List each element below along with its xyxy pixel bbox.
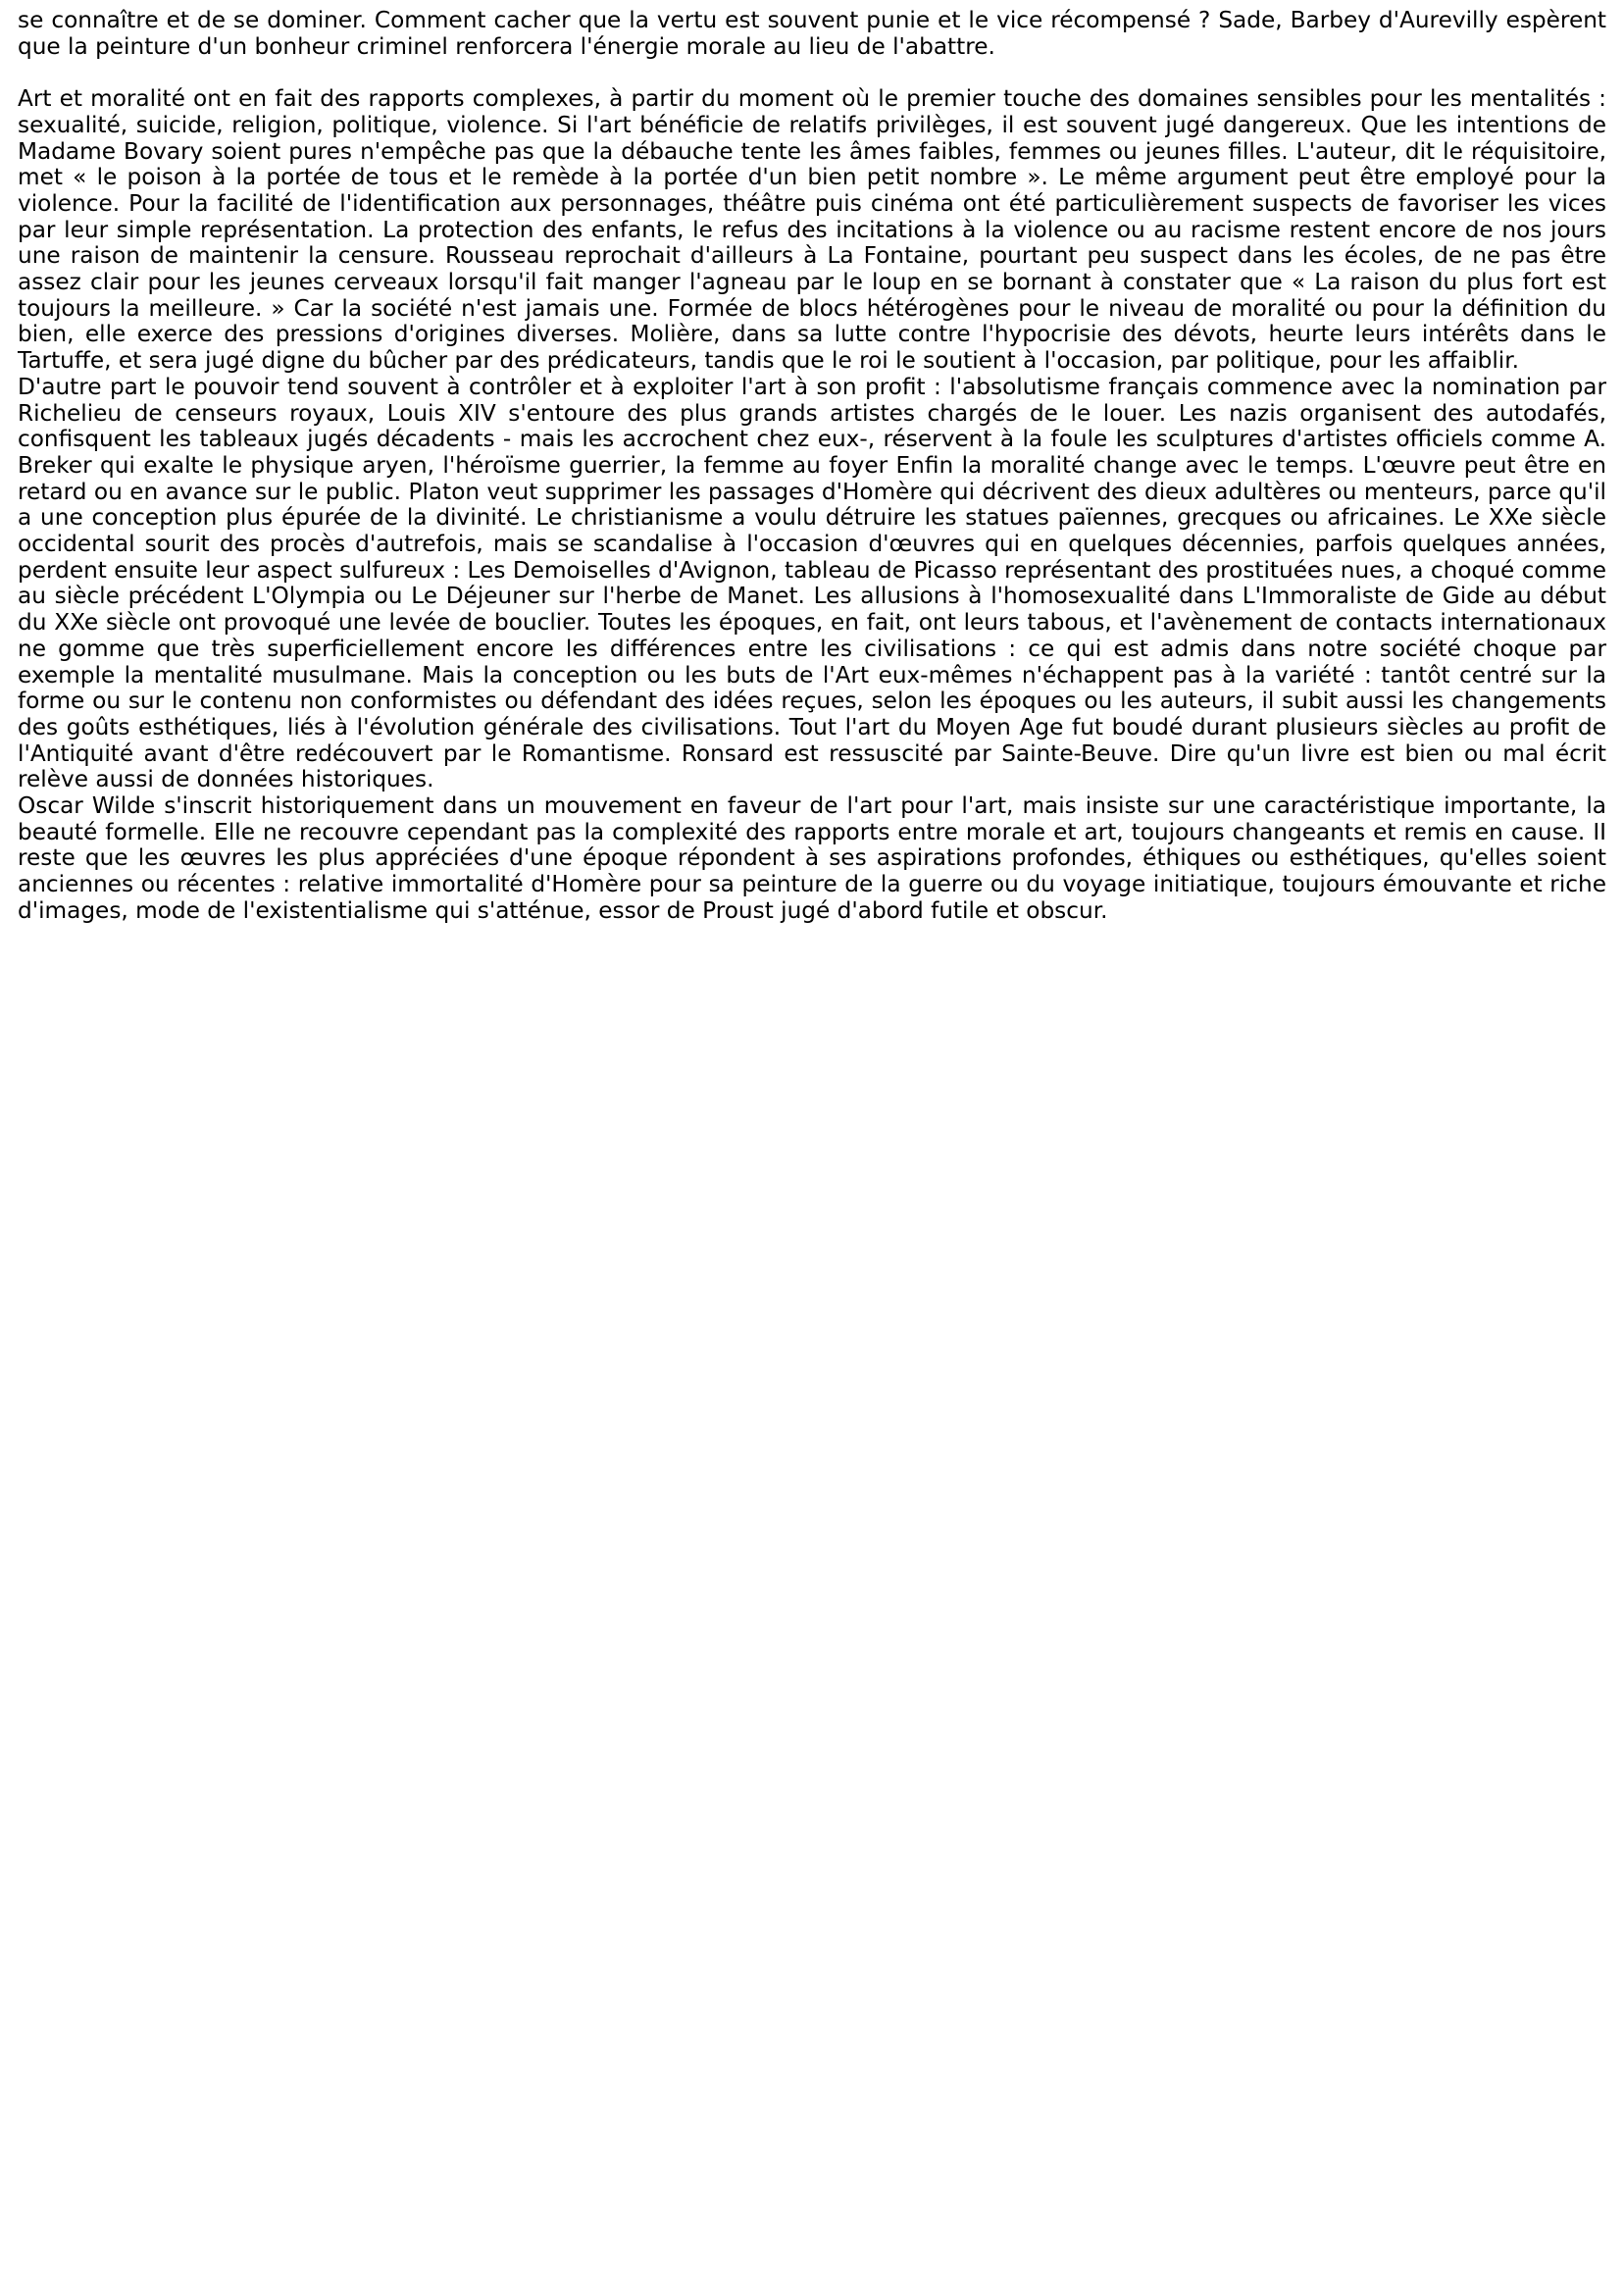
document-page [18,8,1606,925]
paragraph-art-moralite: Art et moralité ont en fait des rapports complexes, à partir du moment où le premier touche des domaines sensibles pour les mentalités : sexualité, suicide, religion, politique, violence. Si l'art bénéficie de relatifs privilèges, il est souvent jugé dangereux. Que les intentions de Madame Bovary soient pures n'empêche pas que la débauche tente les âmes faibles, femmes ou jeunes filles. L'auteur, dit le réquisitoire, met « le poison à la portée de tous et le remède à la portée d'un bien petit nombre ». Le même argument peut être employé pour la violence. Pour la facilité de l'identification aux personnages, théâtre puis cinéma ont été particulièrement suspects de favoriser les vices par leur simple représentation. La protection des enfants, le refus des incitations à la violence ou au racisme restent encore de nos jours une raison de maintenir la censure. Rousseau reprochait d'ailleurs à La Fontaine, pourtant peu suspect dans les écoles, de ne pas être assez clair pour les jeunes cerveaux lorsqu'il fait manger l'agneau par le loup en se bornant à constater que « La raison du plus fort est toujours la meilleure. » Car la société n'est jamais une. Formée de blocs hétérogènes pour le niveau de moralité ou pour la définition du bien, elle exerce des pressions d'origines diverses. Molière, dans sa lutte contre l'hypocrisie des dévots, heurte leurs intérêts dans le Tartuffe, et sera jugé digne du bûcher par des prédicateurs, tandis que le roi le soutient à l'occasion, par politique, pour les affaiblir. [18,85,1606,375]
paragraph-pouvoir: D'autre part le pouvoir tend souvent à contrôler et à exploiter l'art à son profit : l'absolutisme français commence avec la nomination par Richelieu de censeurs royaux, Louis XIV s'entoure des plus grands artistes chargés de le louer. Les nazis organisent des autodafés, confisquent les tableaux jugés décadents - mais les accrochent chez eux-, réservent à la foule les sculptures d'artistes officiels comme A. Breker qui exalte le physique aryen, l'héroïsme guerrier, la femme au foyer Enfin la moralité change avec le temps. L'œuvre peut être en retard ou en avance sur le public. Platon veut supprimer les passages d'Homère qui décrivent des dieux adultères ou menteurs, parce qu'il a une conception plus épurée de la divinité. Le christianisme a voulu détruire les statues païennes, grecques ou africaines. Le XXe siècle occidental sourit des procès d'autrefois, mais se scandalise à l'occasion d'œuvres qui en quelques décennies, parfois quelques années, perdent ensuite leur aspect sulfureux : Les Demoiselles d'Avignon, tableau de Picasso représentant des prostituées nues, a choqué comme au siècle précédent L'Olympia ou Le Déjeuner sur l'herbe de Manet. Les allusions à l'homosexualité dans L'Immoraliste de Gide au début du XXe siècle ont provoqué une levée de bouclier. Toutes les époques, en fait, ont leurs tabous, et l'avènement de contacts internationaux ne gomme que très superficiellement encore les différences entre les civilisations : ce qui est admis dans notre société choque par exemple la mentalité musulmane. Mais la conception ou les buts de l'Art eux-mêmes n'échappent pas à la variété : tantôt centré sur la forme ou sur le contenu non conformistes ou défendant des idées reçues, selon les époques ou les auteurs, il subit aussi les changements des goûts esthétiques, liés à l'évolution générale des civilisations. Tout l'art du Moyen Age fut boudé durant plusieurs siècles au profit de l'Antiquité avant d'être redécouvert par le Romantisme. Ronsard est ressuscité par Sainte-Beuve. Dire qu'un livre est bien ou mal écrit relève aussi de données historiques. [18,373,1606,793]
paragraph-spacer [18,60,1606,86]
paragraph-oscar-wilde: Oscar Wilde s'inscrit historiquement dans un mouvement en faveur de l'art pour l'art, mais insiste sur une caractéristique importante, la beauté formelle. Elle ne recouvre cependant pas la complexité des rapports entre morale et art, toujours changeants et remis en cause. II reste que les œuvres les plus appréciées d'une époque répondent à ses aspirations profondes, éthiques ou esthétiques, qu'elles soient anciennes ou récentes : relative immortalité d'Homère pour sa peinture de la guerre ou du voyage initiatique, toujours émouvante et riche d'images, mode de l'existentialisme qui s'atténue, essor de Proust jugé d'abord futile et obscur. [18,792,1606,924]
paragraph-sade-barbey: se connaître et de se dominer. Comment cacher que la vertu est souvent punie et le vice récompensé ? Sade, Barbey d'Aurevilly espèrent que la peinture d'un bonheur criminel renforcera l'énergie morale au lieu de l'abattre. [18,7,1606,60]
